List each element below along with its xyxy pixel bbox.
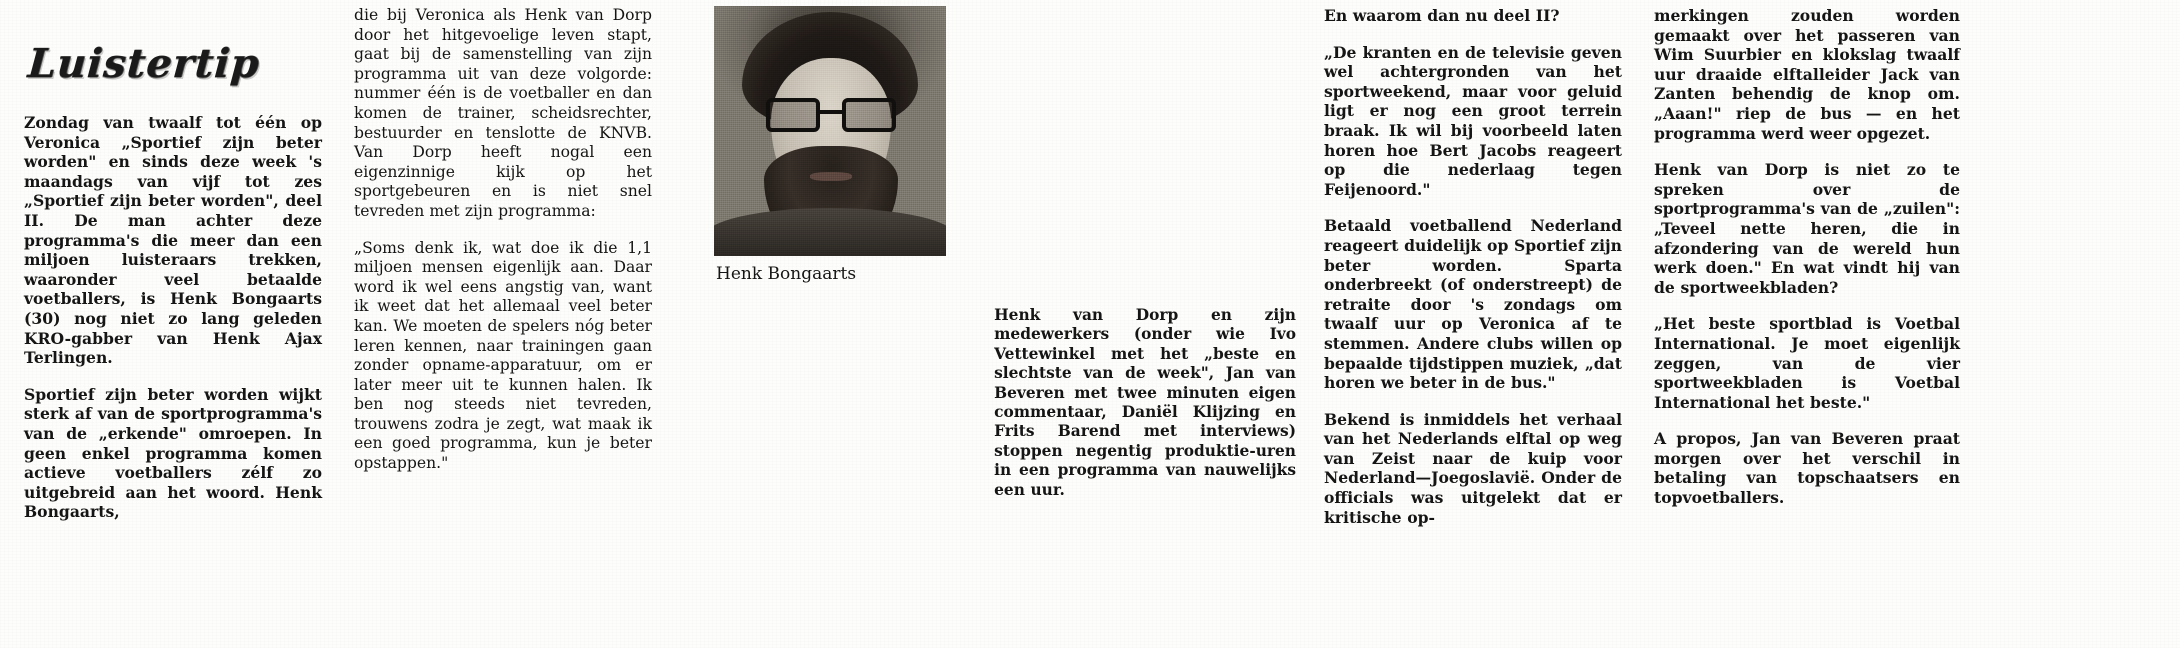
photo-caption: Henk Bongaarts	[716, 264, 857, 284]
paragraph-question: En waarom dan nu deel II?	[1324, 6, 1560, 25]
photo-column-text	[994, 6, 1296, 648]
column-3	[670, 6, 1310, 648]
column-4	[1310, 6, 1640, 648]
paragraph: „De kranten en de televisie geven wel achtergronden van het sportweekend, maar voor geluid ligt er nog een groot terrein braak. Ik wil bij voorbeeld laten horen hoe Bert Jacobs reageert op die nederlaag tegen Feijenoord."	[1324, 42, 1622, 199]
paragraph: Sportief zijn beter worden wijkt sterk af van de sportprogramma's van de „erkende" omroepen. In geen enkel programma komen actieve voetballers zélf zo uitgebreid aan het woord. Henk Bongaarts,	[24, 384, 322, 522]
paragraph: „Soms denk ik, wat doe ik die 1,1 miljoen mensen eigenlijk aan. Daar word ik wel eens angstig van, want ik weet dat het allemaal veel beter kan. We moeten de spelers nóg beter leren kennen, naar trainingen gaan zonder opname-apparatuur, om er later meer uit te kunnen halen. Ik ben nog steeds niet tevreden, trouwens zodra je zegt, wat maak ik een goed programma, kun je beter opstappen."	[354, 238, 652, 473]
column-1	[10, 6, 340, 648]
paragraph: „Het beste sportblad is Voetbal International. Je moet eigenlijk zeggen, van de vier sportweekbladen is Voetbal International het beste."	[1654, 314, 1960, 412]
masthead-title: Luistertip	[26, 40, 262, 87]
paragraph: Zondag van twaalf tot één op Veronica „Sportief zijn beter worden" en sinds deze week 's maandags van vijf tot zes „Sportief zijn beter worden", deel II. De man achter deze programma's die meer dan een miljoen luisteraars trekken, waaronder veel betaalde voetballers, is Henk Bongaarts (30) nog niet zo lang geleden KRO-gabber van Henk Ajax Terlingen.	[24, 113, 322, 368]
photo-column	[684, 6, 976, 648]
column-2	[340, 6, 670, 648]
paragraph: merkingen zouden worden gemaakt over het passeren van Wim Suurbier en klokslag twaalf uur draaide elftalleider Jack van Zanten behendig de knop om. „Aaan!" riep de bus — en het programma werd weer opgezet.	[1654, 6, 1960, 143]
portrait-photo	[714, 6, 946, 256]
paragraph: Bekend is inmiddels het verhaal van het Nederlands elftal op weg van Zeist naar de kuip voor Nederland—Joegoslavië. Onder de officials was uitgelekt dat er kritische op-	[1324, 409, 1622, 527]
column-5	[1640, 6, 1970, 648]
paragraph: die bij Veronica als Henk van Dorp door het hitgevoelige leven stapt, gaat bij de samenstelling van zijn programma uit van deze volgorde: nummer één is de voetballer en dan komen de trainer, scheidsrechter, bestuurder en tenslotte de KNVB. Van Dorp heeft nogal een eigenzinnige kijk op het sportgebeuren en is niet snel tevreden met zijn programma:	[354, 6, 652, 220]
paragraph: Henk van Dorp is niet zo te spreken over de sportprogramma's van de „zuilen": „Teveel nette heren, die in afzondering van de wereld hun werk doen." En wat vindt hij van de sportweekbladen?	[1654, 160, 1960, 297]
paragraph: Betaald voetballend Nederland reageert duidelijk op Sportief zijn beter worden. Sparta onderbreekt (of onderstreept) de retraite door 's zondags om twaalf uur op Veronica af te stemmen. Andere clubs willen op bepaalde tijdstippen muziek, „dat horen we beter in de bus."	[1324, 216, 1622, 393]
paragraph: Henk van Dorp en zijn medewerkers (onder wie Ivo Vettewinkel met het „beste en slechtste van de week", Jan van Beveren met twee minuten eigen commentaar, Daniël Klijzing en Frits Barend met interviews) stoppen negentig produktie-uren in een programma van nauwelijks een uur.	[994, 306, 1296, 499]
photo-block	[714, 6, 946, 284]
paragraph: A propos, Jan van Beveren praat morgen over het verschil in betaling van topschaatsers en topvoetballers.	[1654, 429, 1960, 508]
